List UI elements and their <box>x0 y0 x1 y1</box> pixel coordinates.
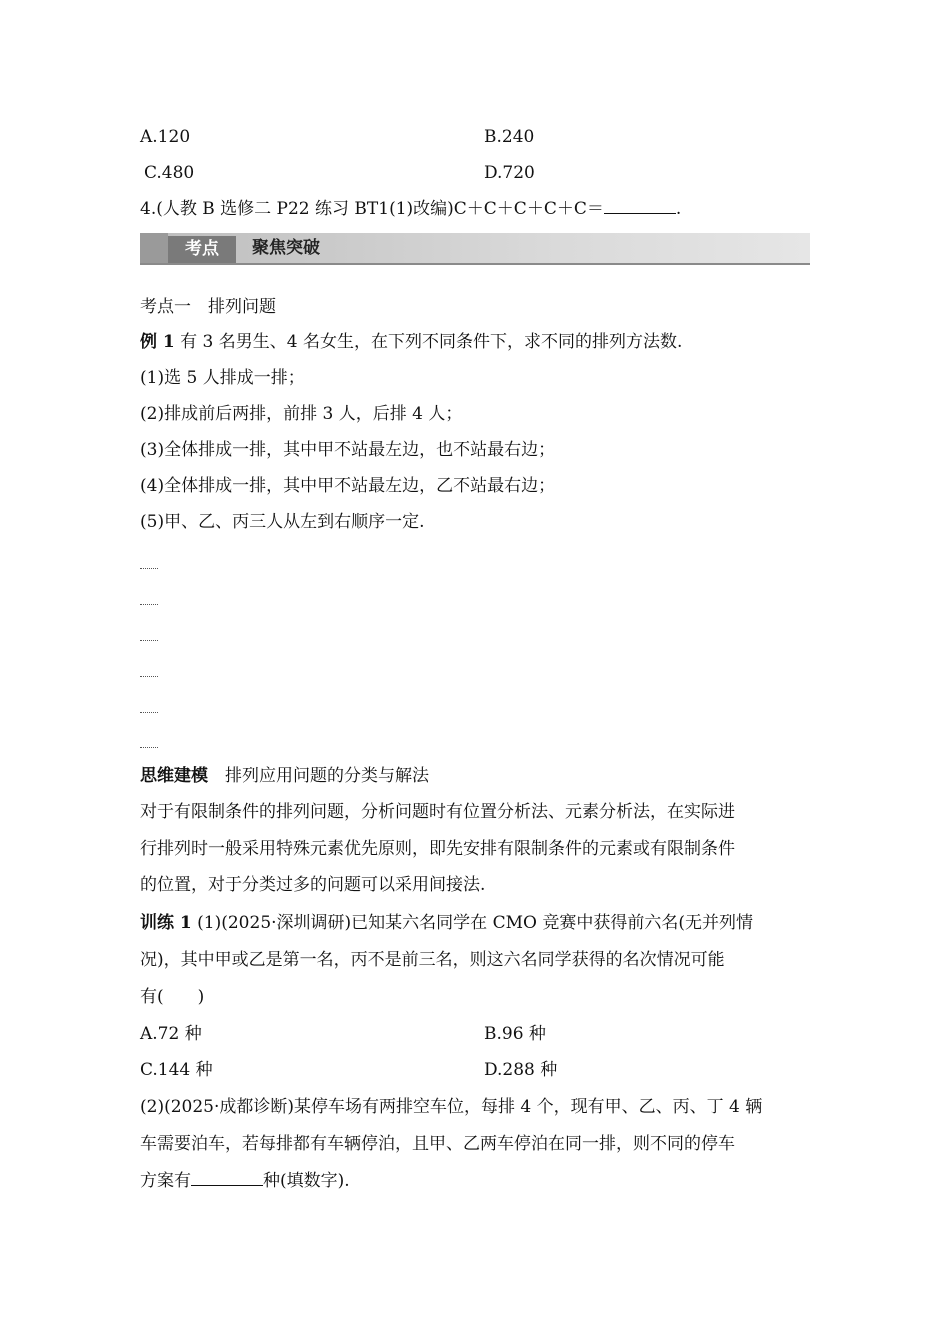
example-1-item: (2)排成前后两排，前排 3 人，后排 4 人； <box>140 404 463 424</box>
example-1 <box>140 330 682 354</box>
model-title: 排列应用问题的分类与解法 <box>208 766 429 786</box>
training-1-line2: 况)，其中甲或乙是第一名，丙不是前三名，则这六名同学获得的名次情况可能 <box>140 950 725 970</box>
training-option-a: A.72 种 <box>140 1024 202 1044</box>
example-1-item: (3)全体排成一排，其中甲不站最左边，也不站最右边； <box>140 440 556 460</box>
training-part2-line3-start: 方案有 <box>140 1171 191 1191</box>
model-line: 的位置，对于分类过多的问题可以采用间接法. <box>140 875 486 895</box>
example-1-item: (5)甲、乙、丙三人从左到右顺序一定. <box>140 512 425 532</box>
answer-dots <box>140 604 158 605</box>
model-heading <box>140 764 429 788</box>
answer-dots <box>140 747 158 748</box>
training-option-c: C.144 种 <box>140 1060 213 1080</box>
answer-blank <box>191 1169 263 1186</box>
banner-underline <box>140 263 810 265</box>
example-1-item: (4)全体排成一排，其中甲不站最左边，乙不站最右边； <box>140 476 556 496</box>
example-1-text: 有 3 名男生、4 名女生，在下列不同条件下，求不同的排列方法数. <box>174 332 683 352</box>
option-a: A.120 <box>140 127 191 147</box>
model-line: 行排列时一般采用特殊元素优先原则，即先安排有限制条件的元素或有限制条件 <box>140 839 735 859</box>
training-1 <box>140 911 753 935</box>
answer-dots <box>140 640 158 641</box>
training-part2-line3 <box>140 1169 350 1193</box>
model-line: 对于有限制条件的排列问题，分析问题时有位置分析法、元素分析法，在实际进 <box>140 802 735 822</box>
question-4 <box>140 197 681 221</box>
section-banner <box>140 233 810 265</box>
training-part2-line3-end: 种(填数字). <box>263 1171 350 1191</box>
option-d: D.720 <box>484 163 535 183</box>
option-b: B.240 <box>484 127 535 147</box>
training-option-b: B.96 种 <box>484 1024 546 1044</box>
example-1-label: 例 1 <box>140 332 175 352</box>
training-1-line1: (1)(2025·深圳调研)已知某六名同学在 CMO 竞赛中获得前六名(无并列情 <box>191 913 753 933</box>
answer-dots <box>140 712 158 713</box>
answer-dots <box>140 568 158 569</box>
banner-tag: 考点 <box>168 236 236 263</box>
training-part2-line2: 车需要泊车，若每排都有车辆停泊，且甲、乙两车停泊在同一排，则不同的停车 <box>140 1134 735 1154</box>
question-4-text: 4.(人教 B 选修二 P22 练习 BT1(1)改编)C＋C＋C＋C＋C＝ <box>140 199 604 219</box>
option-c: C.480 <box>144 163 195 183</box>
example-1-item: (1)选 5 人排成一排； <box>140 368 305 388</box>
training-part2-line1: (2)(2025·成都诊断)某停车场有两排空车位，每排 4 个，现有甲、乙、丙、丁 4 辆 <box>140 1097 763 1117</box>
training-1-line3: 有( ) <box>140 987 205 1007</box>
training-option-d: D.288 种 <box>484 1060 558 1080</box>
question-4-end: . <box>675 199 682 219</box>
answer-blank <box>604 197 676 214</box>
banner-title: 聚焦突破 <box>252 238 320 258</box>
answer-dots <box>140 676 158 677</box>
banner-left-strip <box>140 233 168 263</box>
model-label: 思维建模 <box>140 766 208 786</box>
training-1-label: 训练 1 <box>140 913 192 933</box>
banner-bar <box>140 233 810 263</box>
section-heading: 考点一 排列问题 <box>140 297 276 317</box>
